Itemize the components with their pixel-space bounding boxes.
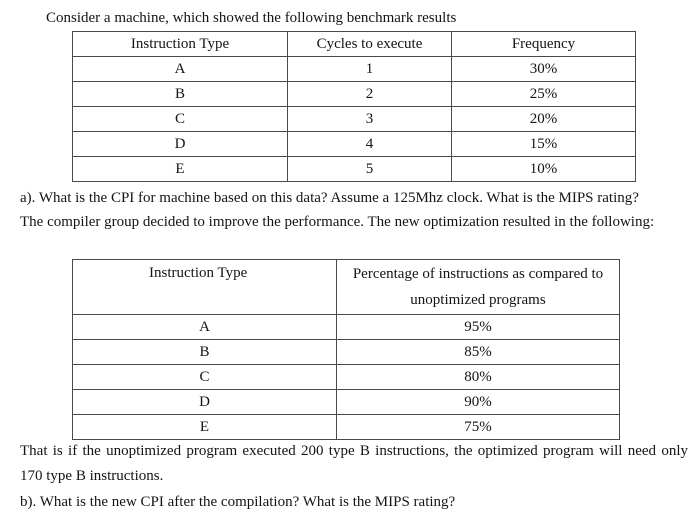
header-percentage: Percentage of instructions as compared to unoptimized programs	[337, 260, 620, 315]
cell-instruction: D	[73, 132, 288, 157]
cell-percentage: 80%	[337, 365, 620, 390]
table-row	[73, 365, 620, 390]
cell-instruction: C	[73, 365, 337, 390]
table-row	[73, 132, 636, 157]
table-row	[73, 82, 636, 107]
cell-instruction: A	[73, 57, 288, 82]
cell-frequency: 15%	[452, 132, 636, 157]
cell-percentage: 75%	[337, 415, 620, 440]
table-row	[73, 57, 636, 82]
header-instruction-type: Instruction Type	[73, 32, 288, 57]
cell-cycles: 5	[288, 157, 452, 182]
cell-cycles: 2	[288, 82, 452, 107]
question-a: a). What is the CPI for machine based on this data? Assume a 125Mhz clock. What is the MIPS rating?	[20, 190, 639, 206]
cell-percentage: 85%	[337, 340, 620, 365]
cell-frequency: 20%	[452, 107, 636, 132]
table-row	[73, 315, 620, 340]
cell-instruction: E	[73, 415, 337, 440]
question-b: b). What is the new CPI after the compilation? What is the MIPS rating?	[20, 494, 456, 510]
header-cycles: Cycles to execute	[288, 32, 452, 57]
cell-percentage: 95%	[337, 315, 620, 340]
table-row	[73, 415, 620, 440]
cell-percentage: 90%	[337, 390, 620, 415]
cell-instruction: E	[73, 157, 288, 182]
explanation-text: That is if the unoptimized program executed 200 type B instructions, the optimized program will need only 170 type B instructions.	[20, 443, 688, 484]
table-row	[73, 390, 620, 415]
cell-cycles: 1	[288, 57, 452, 82]
compiler-text: The compiler group decided to improve the performance. The new optimization resulted in the following:	[20, 214, 655, 230]
header-instruction-type: Instruction Type	[73, 260, 337, 315]
table-header-row	[73, 32, 636, 57]
cell-instruction: B	[73, 82, 288, 107]
cell-instruction: A	[73, 315, 337, 340]
cell-instruction: C	[73, 107, 288, 132]
cell-frequency: 30%	[452, 57, 636, 82]
table-header-row	[73, 260, 620, 315]
table-row	[73, 157, 636, 182]
cell-cycles: 4	[288, 132, 452, 157]
optimization-table	[72, 259, 620, 440]
cell-instruction: D	[73, 390, 337, 415]
table-row	[73, 107, 636, 132]
cell-frequency: 10%	[452, 157, 636, 182]
cell-frequency: 25%	[452, 82, 636, 107]
cell-instruction: B	[73, 340, 337, 365]
table-row	[73, 340, 620, 365]
header-frequency: Frequency	[452, 32, 636, 57]
benchmark-table	[72, 31, 636, 182]
cell-cycles: 3	[288, 107, 452, 132]
intro-text: Consider a machine, which showed the following benchmark results	[46, 10, 457, 26]
